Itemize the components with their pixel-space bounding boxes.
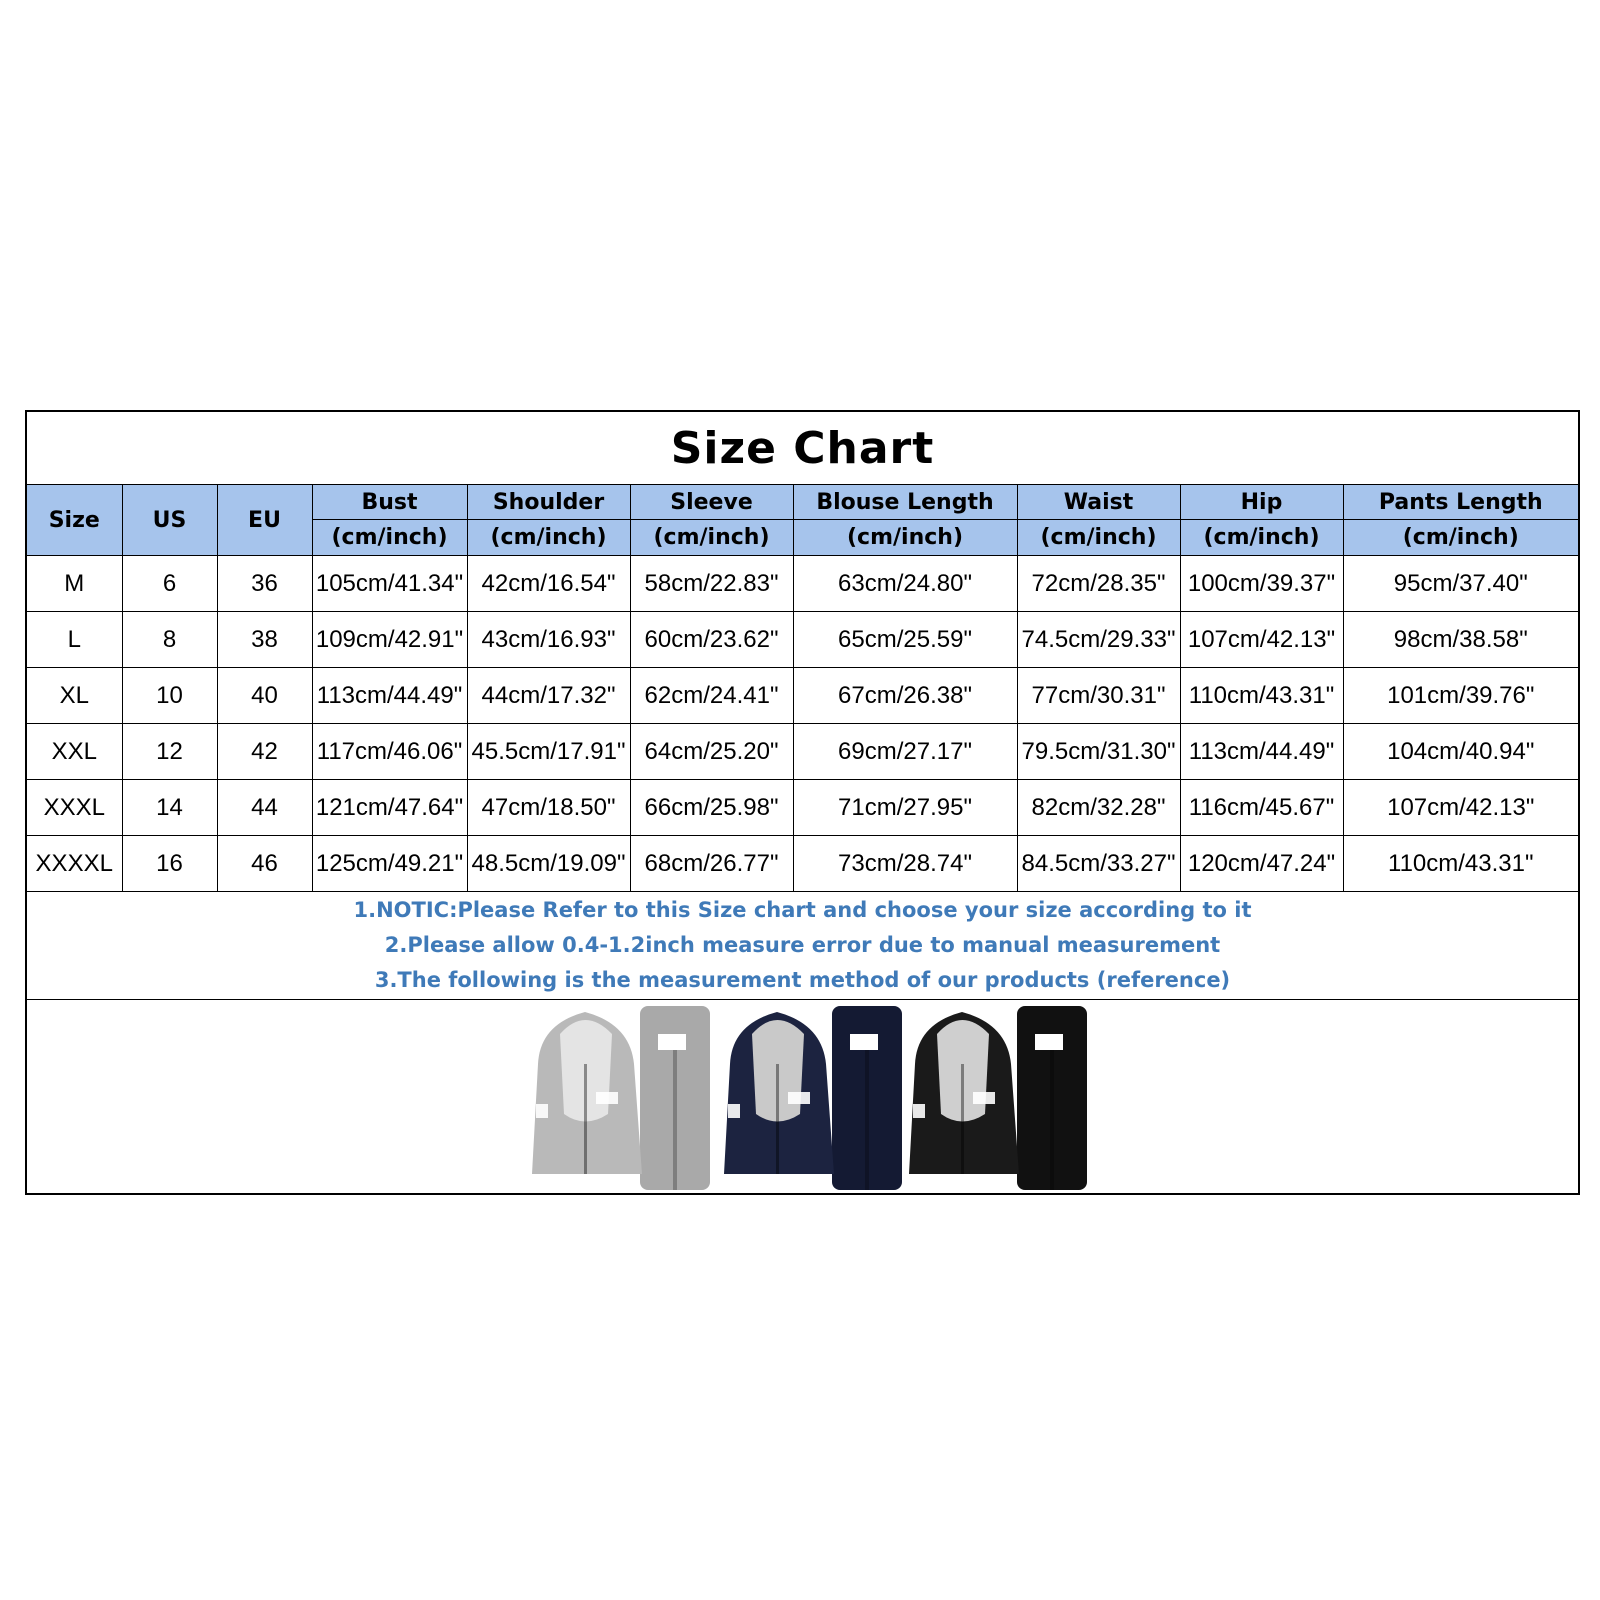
table-cell: 68cm/26.77" [630,836,793,892]
note-1: 1.NOTIC:Please Refer to this Size chart and choose your size according to it [353,898,1252,922]
table-cell: 44cm/17.32" [467,668,630,724]
header-pants-length: Pants Length [1343,485,1578,520]
table-cell: 46 [217,836,312,892]
table-cell: 110cm/43.31" [1180,668,1343,724]
table-cell: 82cm/32.28" [1017,780,1180,836]
table-cell: 116cm/45.67" [1180,780,1343,836]
size-table-body [27,556,1578,892]
table-cell: 8 [122,612,217,668]
header-hip: Hip [1180,485,1343,520]
table-cell: 104cm/40.94" [1343,724,1578,780]
table-cell: 43cm/16.93" [467,612,630,668]
table-cell: 98cm/38.58" [1343,612,1578,668]
table-cell: 101cm/39.76" [1343,668,1578,724]
table-cell: 74.5cm/29.33" [1017,612,1180,668]
size-table [27,485,1578,892]
table-cell: 63cm/24.80" [793,556,1017,612]
header-unit: (cm/inch) [1343,520,1578,556]
table-cell: 95cm/37.40" [1343,556,1578,612]
black-tracksuit-image [907,1004,1092,1192]
table-cell: 66cm/25.98" [630,780,793,836]
table-cell: 107cm/42.13" [1180,612,1343,668]
navy-tracksuit-image [722,1004,907,1192]
table-cell: 113cm/44.49" [1180,724,1343,780]
header-waist: Waist [1017,485,1180,520]
table-cell: 38 [217,612,312,668]
table-cell: M [27,556,122,612]
table-cell: 16 [122,836,217,892]
header-bust: Bust [312,485,467,520]
table-row [27,612,1578,668]
header-sleeve: Sleeve [630,485,793,520]
table-cell: 105cm/41.34" [312,556,467,612]
table-cell: 36 [217,556,312,612]
note-2: 2.Please allow 0.4-1.2inch measure error due to manual measurement [384,933,1221,957]
header-size: Size [27,485,122,556]
table-cell: 73cm/28.74" [793,836,1017,892]
header-us: US [122,485,217,556]
table-row [27,780,1578,836]
table-row [27,836,1578,892]
table-cell: 44 [217,780,312,836]
table-row [27,724,1578,780]
table-cell: 6 [122,556,217,612]
header-blouse-length: Blouse Length [793,485,1017,520]
table-cell: 58cm/22.83" [630,556,793,612]
note-3: 3.The following is the measurement method of our products (reference) [374,968,1231,992]
table-cell: 42cm/16.54" [467,556,630,612]
header-unit: (cm/inch) [1017,520,1180,556]
table-cell: XXXL [27,780,122,836]
table-cell: L [27,612,122,668]
table-cell: 47cm/18.50" [467,780,630,836]
table-cell: 64cm/25.20" [630,724,793,780]
table-cell: 48.5cm/19.09" [467,836,630,892]
table-cell: 45.5cm/17.91" [467,724,630,780]
table-cell: 42 [217,724,312,780]
table-cell: XXXXL [27,836,122,892]
table-cell: 125cm/49.21" [312,836,467,892]
table-cell: 65cm/25.59" [793,612,1017,668]
header-unit: (cm/inch) [312,520,467,556]
table-cell: 110cm/43.31" [1343,836,1578,892]
table-row [27,668,1578,724]
header-eu: EU [217,485,312,556]
table-cell: 10 [122,668,217,724]
table-cell: XXL [27,724,122,780]
header-shoulder: Shoulder [467,485,630,520]
table-cell: 71cm/27.95" [793,780,1017,836]
table-cell: XL [27,668,122,724]
product-images [27,1000,1578,1196]
gray-tracksuit-image [530,1004,715,1192]
table-cell: 120cm/47.24" [1180,836,1343,892]
table-cell: 62cm/24.41" [630,668,793,724]
table-cell: 79.5cm/31.30" [1017,724,1180,780]
table-cell: 113cm/44.49" [312,668,467,724]
header-unit: (cm/inch) [793,520,1017,556]
table-row [27,556,1578,612]
header-unit: (cm/inch) [467,520,630,556]
table-cell: 100cm/39.37" [1180,556,1343,612]
table-cell: 84.5cm/33.27" [1017,836,1180,892]
table-cell: 77cm/30.31" [1017,668,1180,724]
table-cell: 117cm/46.06" [312,724,467,780]
table-cell: 12 [122,724,217,780]
table-cell: 121cm/47.64" [312,780,467,836]
table-cell: 69cm/27.17" [793,724,1017,780]
table-cell: 72cm/28.35" [1017,556,1180,612]
chart-title: Size Chart [27,412,1578,485]
table-cell: 67cm/26.38" [793,668,1017,724]
table-cell: 40 [217,668,312,724]
table-cell: 107cm/42.13" [1343,780,1578,836]
notes-section [27,892,1578,1000]
header-unit: (cm/inch) [630,520,793,556]
table-cell: 14 [122,780,217,836]
table-cell: 60cm/23.62" [630,612,793,668]
header-unit: (cm/inch) [1180,520,1343,556]
size-chart [25,410,1580,1195]
table-cell: 109cm/42.91" [312,612,467,668]
